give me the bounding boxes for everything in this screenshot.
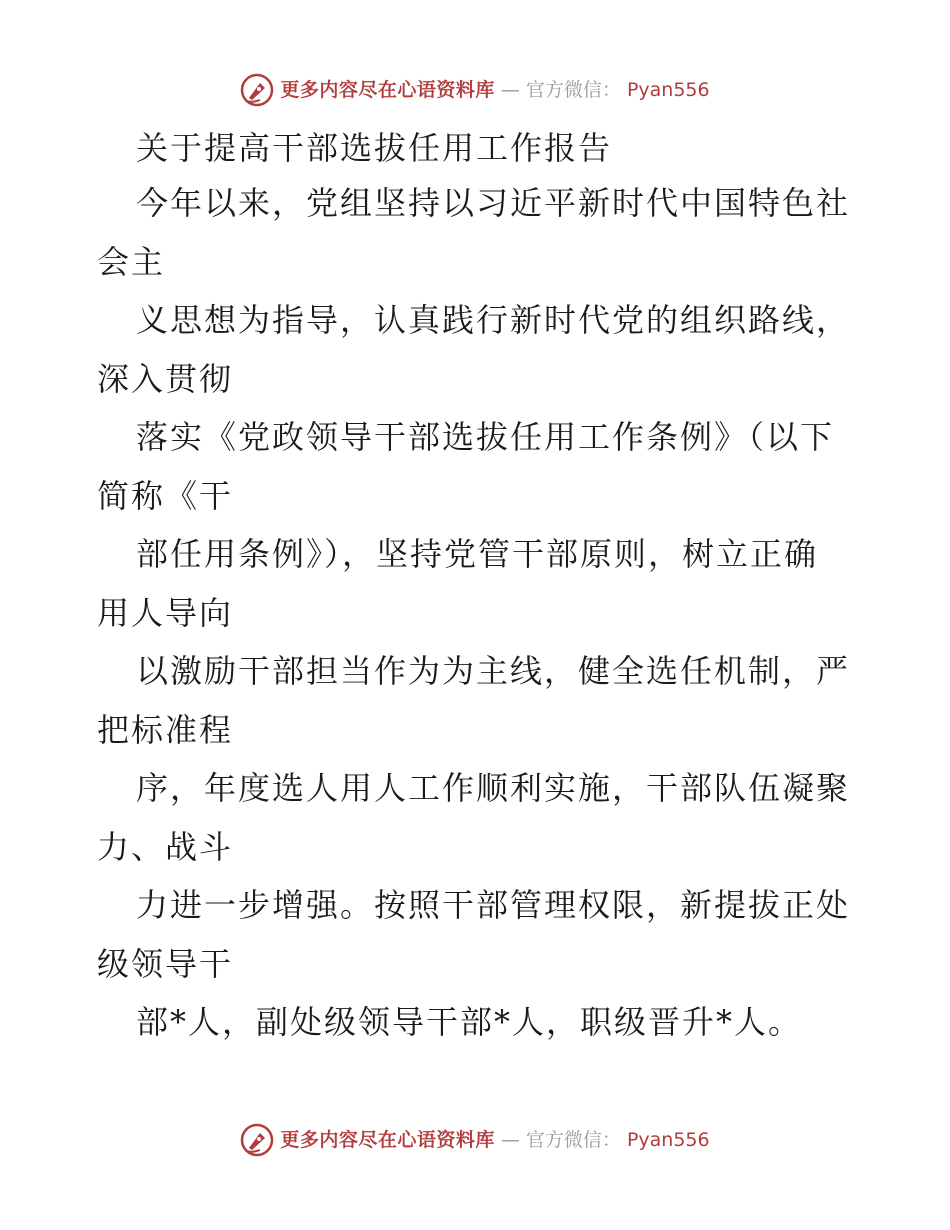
paragraph-line: 用人导向 — [97, 594, 234, 632]
paragraph-line: 以激励干部担当作为为主线，健全选任机制，严 — [136, 652, 851, 690]
document-title: 关于提高干部选拔任用工作报告 — [136, 129, 613, 167]
watermark-brand-name: 更多内容尽在心语资料库 — [280, 78, 495, 101]
watermark-separator: — — [500, 78, 520, 101]
watermark-brand — [240, 1123, 709, 1157]
paragraph-line: 落实《党政领导干部选拔任用工作条例》（以下 — [136, 418, 835, 456]
paragraph-line: 义思想为指导，认真践行新时代党的组织路线， — [136, 301, 851, 339]
watermark-wechat-label: 官方微信： — [525, 78, 621, 101]
paragraph-line: 深入贯彻 — [97, 360, 234, 398]
pen-nib-logo-icon — [240, 73, 274, 107]
watermark-brand — [240, 73, 709, 107]
header-watermark — [0, 70, 950, 110]
footer-watermark — [0, 1120, 950, 1160]
paragraph-line: 力进一步增强。按照干部管理权限，新提拔正处 — [136, 886, 851, 924]
watermark-wechat-id: Pyan556 — [626, 78, 710, 101]
paragraph-line: 力、战斗 — [97, 828, 234, 866]
paragraph-line: 会主 — [97, 243, 166, 281]
watermark-wechat-id: Pyan556 — [626, 1128, 710, 1151]
paragraph-line: 序，年度选人用人工作顺利实施，干部队伍凝聚 — [136, 769, 851, 807]
paragraph-line: 今年以来，党组坚持以习近平新时代中国特色社 — [136, 184, 851, 222]
watermark-brand-name: 更多内容尽在心语资料库 — [280, 1128, 495, 1151]
paragraph-line: 级领导干 — [97, 945, 234, 983]
paragraph-line: 部任用条例》），坚持党管干部原则，树立正确 — [136, 535, 819, 573]
paragraph-line: 部*人，副处级领导干部*人，职级晋升*人。 — [136, 1003, 803, 1041]
watermark-separator: — — [500, 1128, 520, 1151]
paragraph-line: 简称《干 — [97, 477, 234, 515]
pen-nib-logo-icon — [240, 1123, 274, 1157]
paragraph-line: 把标准程 — [97, 711, 234, 749]
watermark-wechat-label: 官方微信： — [525, 1128, 621, 1151]
